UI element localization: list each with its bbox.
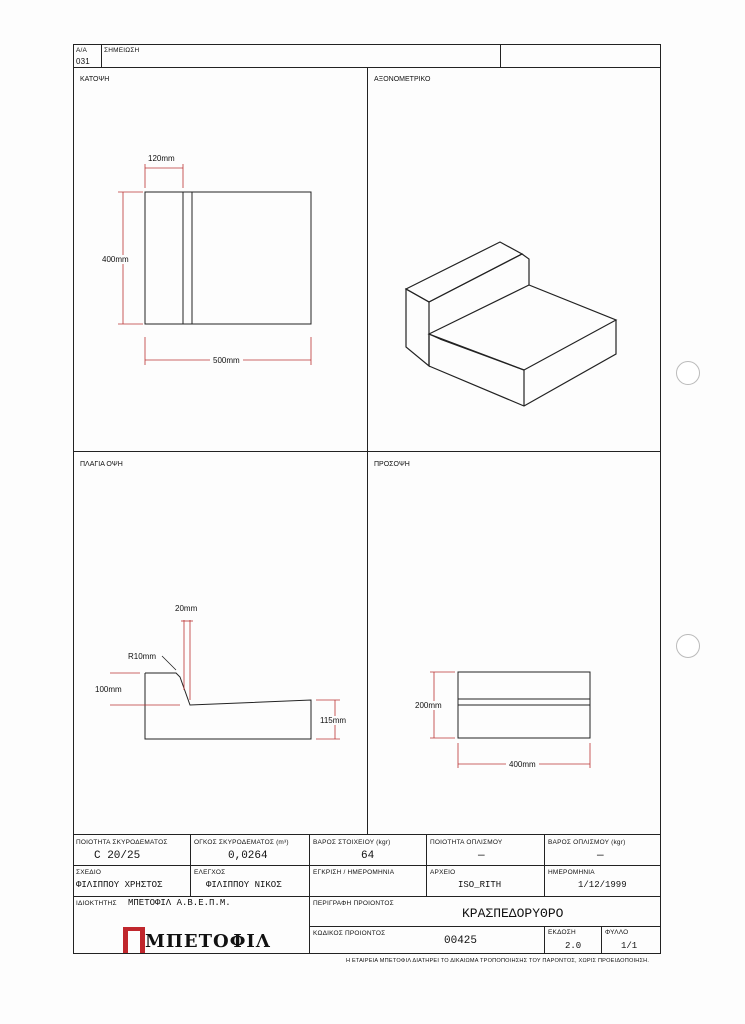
- punch-hole: [676, 634, 700, 658]
- view-title-front: ΠΡΟΣΟΨΗ: [374, 461, 410, 468]
- side-outline: [145, 673, 311, 739]
- dim-side-top: 20mm: [175, 604, 198, 613]
- design-label: ΣΧΕΔΙΟ: [76, 869, 102, 876]
- date-value: 1/12/1999: [578, 880, 627, 890]
- check-label: ΕΛΕΓΧΟΣ: [194, 869, 226, 876]
- reinforcement-quality-label: ΠΟΙΟΤΗΤΑ ΟΠΛΙΣΜΟΥ: [430, 839, 503, 846]
- tb-separator: [544, 926, 545, 954]
- tb-row: [73, 896, 661, 897]
- date-label: ΗΜΕΡΟΜΗΝΙΑ: [548, 869, 595, 876]
- tb-row: [309, 926, 661, 927]
- dim-side-left: 100mm: [95, 685, 122, 694]
- view-title-axonometric: ΑΞΟΝΟΜΕΤΡΙΚΟ: [374, 76, 431, 83]
- approval-label: ΕΓΚΡΙΣΗ / ΗΜΕΡΟΜΗΝΙΑ: [313, 869, 395, 876]
- concrete-quality-label: ΠΟΙΟΤΗΤΑ ΣΚΥΡΟΔΕΜΑΤΟΣ: [76, 839, 168, 846]
- owner-label: ΙΔΙΟΚΤΗΤΗΣ: [76, 900, 117, 907]
- check-value: ΦΙΛΙΠΠΟΥ ΝΙΚΟΣ: [206, 880, 282, 890]
- file-value: ISO_RITH: [458, 880, 502, 890]
- aa-value: 031: [76, 57, 90, 66]
- dim-plan-height: 400mm: [102, 255, 129, 264]
- company-logo-mark-cut: [128, 931, 140, 953]
- dim-side-right: 115mm: [320, 716, 347, 725]
- concrete-volume-label: ΟΓΚΟΣ ΣΚΥΡΟΔΕΜΑΤΟΣ (m³): [194, 839, 289, 846]
- aa-label: Α/Α: [76, 47, 88, 54]
- code-value: 00425: [444, 935, 478, 947]
- description-label: ΠΕΡΙΓΡΑΦΗ ΠΡΟΙΟΝΤΟΣ: [313, 900, 394, 907]
- tb-row: [73, 865, 661, 866]
- dim-plan-width: 500mm: [210, 356, 243, 365]
- tb-separator: [309, 834, 310, 954]
- dim-side-radius: R10mm: [128, 652, 157, 661]
- view-title-plan: ΚΑΤΟΨΗ: [80, 76, 110, 83]
- description-value: ΚΡΑΣΠΕΔΟΡΥΘΡΟ: [462, 906, 564, 921]
- dim-front-width: 400mm: [506, 760, 539, 769]
- owner-value: ΜΠΕΤΟΦΙΛ Α.Β.Ε.Π.Μ.: [128, 898, 231, 908]
- reinforcement-weight-label: ΒΑΡΟΣ ΟΠΛΙΣΜΟΥ (kgr): [548, 839, 626, 846]
- reinforcement-quality-value: —: [478, 850, 485, 862]
- footer-note: Η ΕΤΑΙΡΕΙΑ ΜΠΕΤΟΦΙΛ ΔΙΑΤΗΡΕΙ ΤΟ ΔΙΚΑΙΩΜΑ ΤΡΟΠΟΠΟΙΗΣΗΣ ΤΟΥ ΠΑΡΟΝΤΟΣ, ΧΩΡΙΣ ΠΡΟΕΙΔΟΠΟΙΗΣΗ.: [346, 958, 650, 964]
- axonometric-drawing: [406, 242, 616, 406]
- concrete-quality-value: C 20/25: [94, 850, 141, 862]
- dim-front-height: 200mm: [415, 701, 442, 710]
- element-weight-label: ΒΑΡΟΣ ΣΤΟΙΧΕΙΟΥ (kgr): [313, 839, 391, 846]
- sheet-label: ΦΥΛΛΟ: [605, 929, 629, 936]
- edition-value: 2.0: [565, 941, 582, 951]
- company-logo-text: ΜΠΕΤΟΦΙΛ: [145, 931, 271, 952]
- design-value: ΦΙΛΙΠΠΟΥ ΧΡΗΣΤΟΣ: [76, 880, 163, 890]
- edition-label: ΕΚΔΟΣΗ: [548, 929, 576, 936]
- view-title-side: ΠΛΑΓΙΑ ΟΨΗ: [80, 461, 123, 468]
- note-label: ΣΗΜΕΙΩΣΗ: [104, 47, 140, 54]
- reinforcement-weight-value: —: [597, 850, 604, 862]
- plan-outline: [145, 192, 311, 324]
- punch-hole: [676, 361, 700, 385]
- sheet-value: 1/1: [621, 941, 638, 951]
- tb-separator: [601, 926, 602, 954]
- element-weight-value: 64: [361, 850, 375, 862]
- concrete-volume-value: 0,0264: [228, 850, 268, 862]
- file-label: ΑΡΧΕΙΟ: [430, 869, 456, 876]
- code-label: ΚΩΔΙΚΟΣ ΠΡΟΙΟΝΤΟΣ: [313, 930, 386, 937]
- dim-plan-top: 120mm: [148, 154, 175, 163]
